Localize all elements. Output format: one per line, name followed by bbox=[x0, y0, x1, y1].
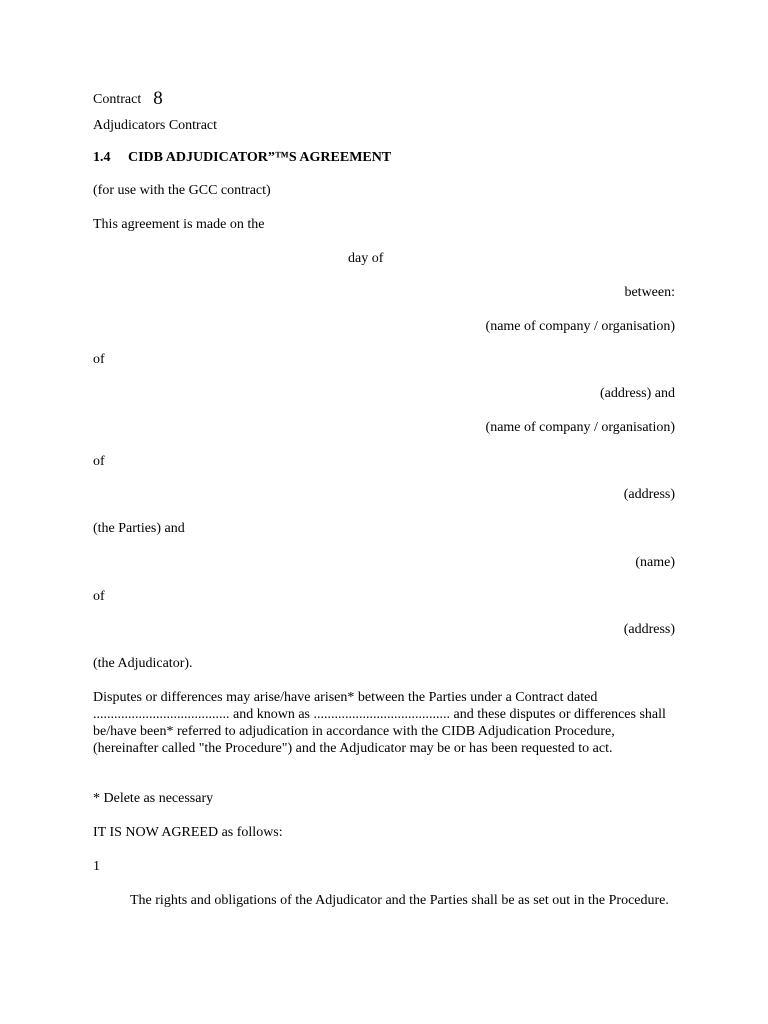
disputes-paragraph: Disputes or differences may arise/have arisen* between the Parties under a Contract dated ....................................... and known as ....................................... and these disputes or differences shall be/have been* referred to adjudication in accordance with the CIDB Adjudication Procedure, (hereinafter called "the Procedure") and the Adjudicator may be or has been requested to act. bbox=[93, 690, 666, 756]
made-on-text: This agreement is made on the bbox=[93, 217, 265, 232]
contract-number: 8 bbox=[153, 88, 163, 109]
section-heading bbox=[93, 149, 391, 166]
section-number: 1.4 bbox=[93, 150, 111, 165]
delete-note: * Delete as necessary bbox=[93, 791, 214, 806]
party1-address-placeholder: (address) and bbox=[599, 386, 675, 401]
document-subtitle: Adjudicators Contract bbox=[93, 118, 218, 133]
adjudicator-name-placeholder: (name) bbox=[635, 555, 675, 570]
day-of-text: day of bbox=[348, 251, 384, 266]
clause-text: The rights and obligations of the Adjudicator and the Parties shall be as set out in the Procedure. bbox=[130, 893, 669, 908]
parties-and-text: (the Parties) and bbox=[93, 521, 185, 536]
adjudicator-address-placeholder: (address) bbox=[623, 622, 675, 637]
agreed-text: IT IS NOW AGREED as follows: bbox=[93, 825, 283, 840]
adjudicator-of-text: of bbox=[93, 589, 105, 604]
the-adjudicator-text: (the Adjudicator). bbox=[93, 656, 193, 671]
use-note: (for use with the GCC contract) bbox=[93, 183, 271, 198]
party2-address-placeholder: (address) bbox=[623, 487, 675, 502]
clause-number: 1 bbox=[93, 859, 100, 874]
between-text: between: bbox=[624, 285, 675, 300]
contract-header bbox=[93, 89, 163, 108]
contract-label: Contract bbox=[93, 92, 142, 107]
party1-name-placeholder: (name of company / organisation) bbox=[485, 319, 675, 334]
section-title: CIDB ADJUDICATOR”™S AGREEMENT bbox=[128, 150, 392, 165]
party1-of-text: of bbox=[93, 352, 105, 367]
party2-name-placeholder: (name of company / organisation) bbox=[485, 420, 675, 435]
party2-of-text: of bbox=[93, 454, 105, 469]
